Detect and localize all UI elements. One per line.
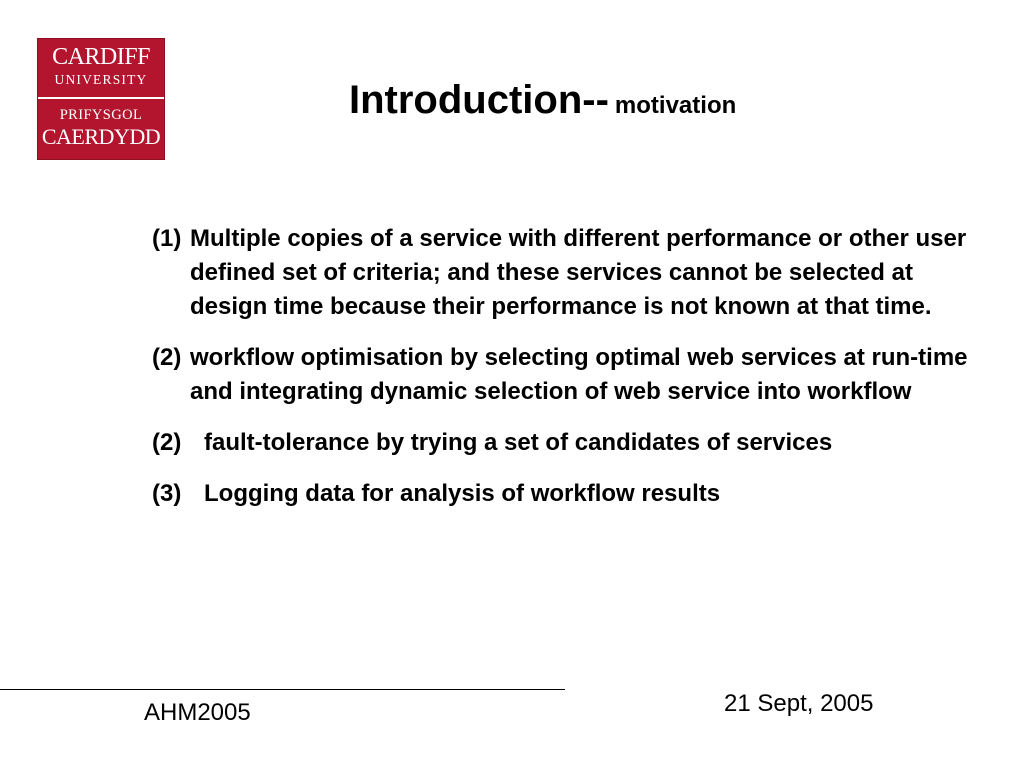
list-item-number: (3) xyxy=(152,480,182,507)
slide-title xyxy=(349,78,736,123)
logo-text-caerdydd: CAERDYDD xyxy=(41,124,161,149)
list-item-text: Logging data for analysis of workflow results xyxy=(204,480,721,507)
logo-text-university: UNIVERSITY xyxy=(54,72,148,87)
list-item-text: Multiple copies of a service with different performance or other user defined set of criteria; and these services cannot be selected at design time because their performance is not known at that time. xyxy=(190,225,967,320)
footer-divider xyxy=(0,689,565,690)
list-item xyxy=(152,341,992,409)
list-item-number: (2) xyxy=(152,344,182,371)
cardiff-university-logo xyxy=(37,38,165,160)
logo-text-prifysgol: PRIFYSGOL xyxy=(59,107,143,123)
slide-title-main: Introduction-- xyxy=(349,78,609,122)
list-item-text: fault-tolerance by trying a set of candidates of services xyxy=(204,429,833,456)
list-item-number: (2) xyxy=(152,429,182,456)
footer-event-label: AHM2005 xyxy=(144,699,251,726)
motivation-list xyxy=(152,222,992,511)
slide-title-sub: motivation xyxy=(614,92,737,119)
footer-date: 21 Sept, 2005 xyxy=(724,690,874,717)
list-item-number: (1) xyxy=(152,225,182,252)
list-item xyxy=(152,426,992,460)
list-item xyxy=(152,477,992,511)
logo-divider xyxy=(38,97,164,99)
logo-text-cardiff: CARDIFF xyxy=(52,44,150,70)
list-item-text: workflow optimisation by selecting optimal web services at run-time and integrating dynamic selection of web service into workflow xyxy=(190,344,968,405)
list-item xyxy=(152,222,992,324)
